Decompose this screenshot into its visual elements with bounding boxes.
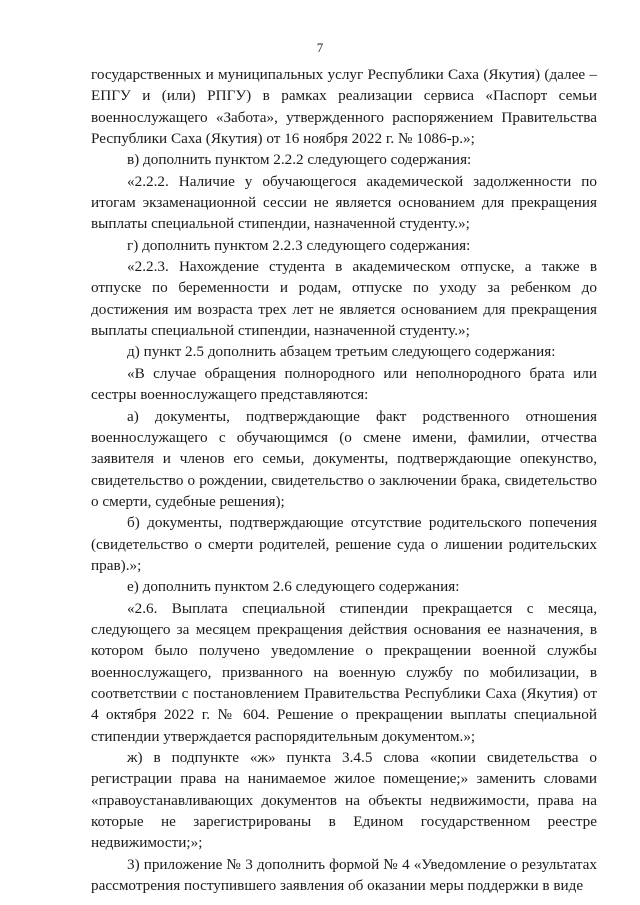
paragraph-subitem-b: б) документы, подтверждающие отсутствие родительского попечения (свидетельство о смерти родителей, решение суда о лишении родительских прав).»; (91, 514, 597, 574)
page-number: 7 (316, 40, 324, 55)
paragraph-item-g: г) дополнить пунктом 2.2.3 следующего содержания: (127, 236, 471, 254)
paragraph-quote-2-2-2: «2.2.2. Наличие у обучающегося академической задолженности по итогам экзаменационной сессии не является основанием для прекращения выплаты специальной стипендии, назначенной студенту.»; (91, 172, 597, 233)
document-body (91, 64, 597, 896)
paragraph-quote-2-6: «2.6. Выплата специальной стипендии прекращается с месяца, следующего за месяцем прекращения действия основания ее назначения, в котором было получено уведомление о прекращении военной службы военнослужащего, призванного на военную службу по мобилизации, в соответствии с постановлением Правительства Республики Саха (Якутия) от 4 октября 2022 г. № 604. Решение о прекращении выплаты специальной стипендии утверждается распорядительным документом.»; (91, 599, 597, 745)
paragraph-item-d: д) пункт 2.5 дополнить абзацем третьим следующего содержания: (127, 343, 556, 361)
paragraph-item-v: в) дополнить пунктом 2.2.2 следующего содержания: (127, 151, 472, 169)
paragraph-item-e: е) дополнить пунктом 2.6 следующего содержания: (127, 578, 460, 596)
paragraph-subitem-a: а) документы, подтверждающие факт родственного отношения военнослужащего с обучающимся (о смене имени, фамилии, отчества заявителя и членов его семьи, документы, подтверждающие опекунство, свидетельство о рождении, свидетельство о заключении брака, свидетельство о смерти, судебные решения); (91, 407, 597, 510)
paragraph-quote-2-2-3: «2.2.3. Нахождение студента в академическом отпуске, а также в отпуске по беременности и родам, отпуске по уходу за ребенком до достижения им возраста трех лет не является основанием для прекращения выплаты специальной стипендии, назначенной студенту.»; (91, 258, 597, 340)
paragraph-item-zh: ж) в подпункте «ж» пункта 3.4.5 слова «копии свидетельства о регистрации права на нанимаемое жилое помещение;» заменить словами «правоустанавливающих документов на объекты недвижимости, права на которые не зарегистрированы в Едином государственном реестре недвижимости;»; (91, 749, 597, 852)
paragraph-item-3: 3) приложение № 3 дополнить формой № 4 «Уведомление о результатах рассмотрения поступившего заявления об оказании меры поддержки в виде (91, 855, 597, 895)
paragraph-continuation: государственных и муниципальных услуг Республики Саха (Якутия) (далее – ЕПГУ и (или) РПГУ) в рамках реализации сервиса «Паспорт семьи военнослужащего «Забота», утвержденного распоряжением Правительства Республики Саха (Якутия) от 16 ноября 2022 г. № 1086-р.»; (91, 66, 597, 148)
paragraph-quote-sibling: «В случае обращения полнородного или неполнородного брата или сестры военнослужащего представляются: (91, 364, 597, 404)
